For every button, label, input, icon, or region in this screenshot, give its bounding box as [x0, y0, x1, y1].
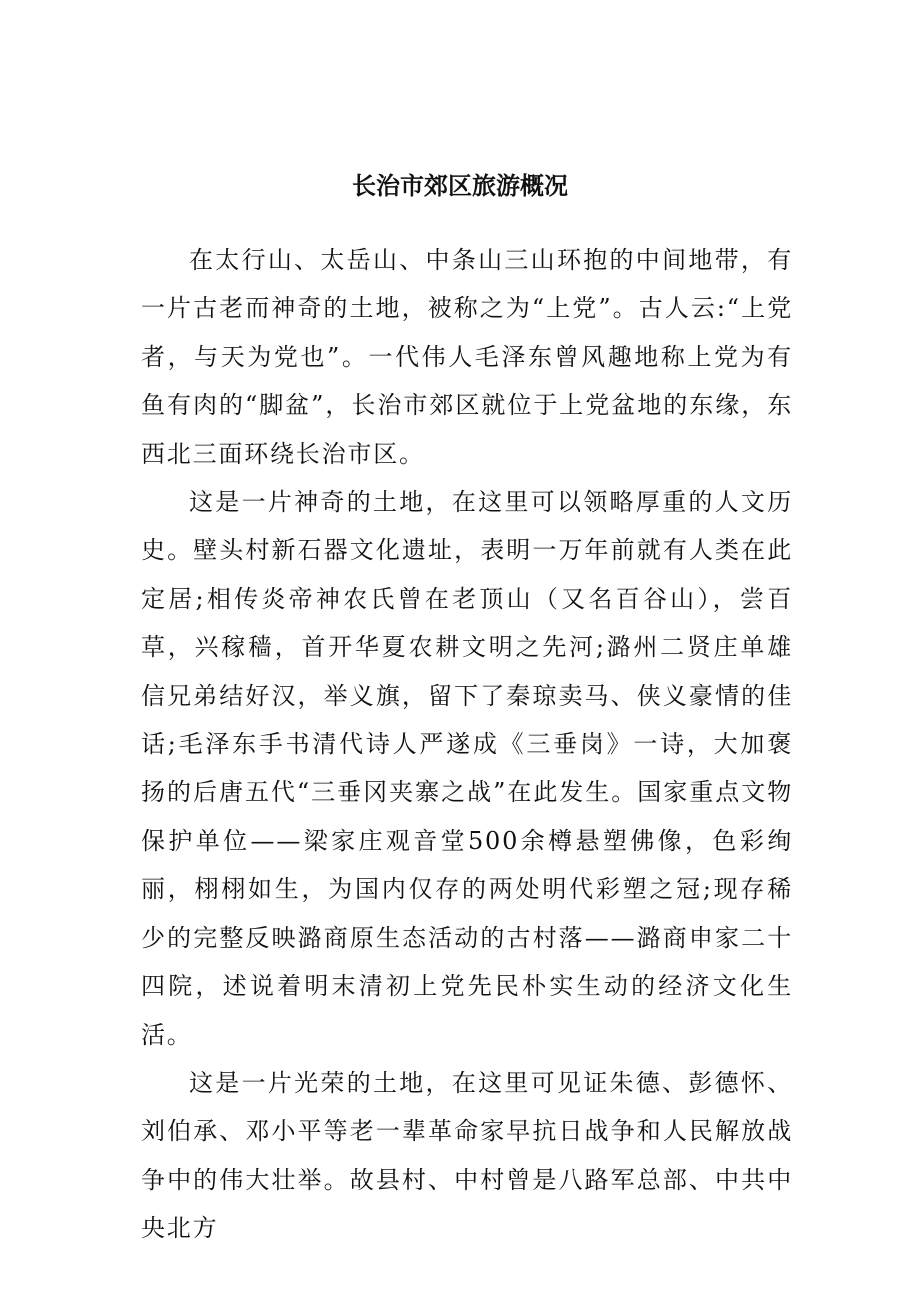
paragraph-1: 在太行山、太岳山、中条山三山环抱的中间地带，有一片古老而神奇的土地，被称之为“上党”。古人云:“上党者，与天为党也”。一代伟人毛泽东曾风趣地称上党为有鱼有肉的“脚盆”，长治市郊区就位于上党盆地的东缘，东西北三面环绕长治市区。 — [141, 246, 793, 468]
paragraph-2: 这是一片神奇的土地，在这里可以领略厚重的人文历史。壁头村新石器文化遗址，表明一万年前就有人类在此定居;相传炎帝神农氏曾在老顶山（又名百谷山），尝百草，兴稼穑，首开华夏农耕文明之先河;潞州二贤庄单雄信兄弟结好汉，举义旗，留下了秦琼卖马、侠义豪情的佳话;毛泽东手书清代诗人严遂成《三垂岗》一诗，大加褒扬的后唐五代“三垂冈夹寨之战”在此发生。国家重点文物保护单位——梁家庄观音堂500余樽悬塑佛像，色彩绚丽，栩栩如生，为国内仅存的两处明代彩塑之冠;现存稀少的完整反映潞商原生态活动的古村落——潞商申家二十四院，述说着明末清初上党先民朴实生动的经济文化生活。 — [141, 488, 793, 1049]
document-body — [141, 236, 793, 1253]
document-title: 长治市郊区旅游概况 — [352, 172, 568, 200]
paragraph-3: 这是一片光荣的土地，在这里可见证朱德、彭德怀、刘伯承、邓小平等老一辈革命家早抗日战争和人民解放战争中的伟大壮举。故县村、中村曾是八路军总部、中共中央北方 — [141, 1068, 793, 1243]
